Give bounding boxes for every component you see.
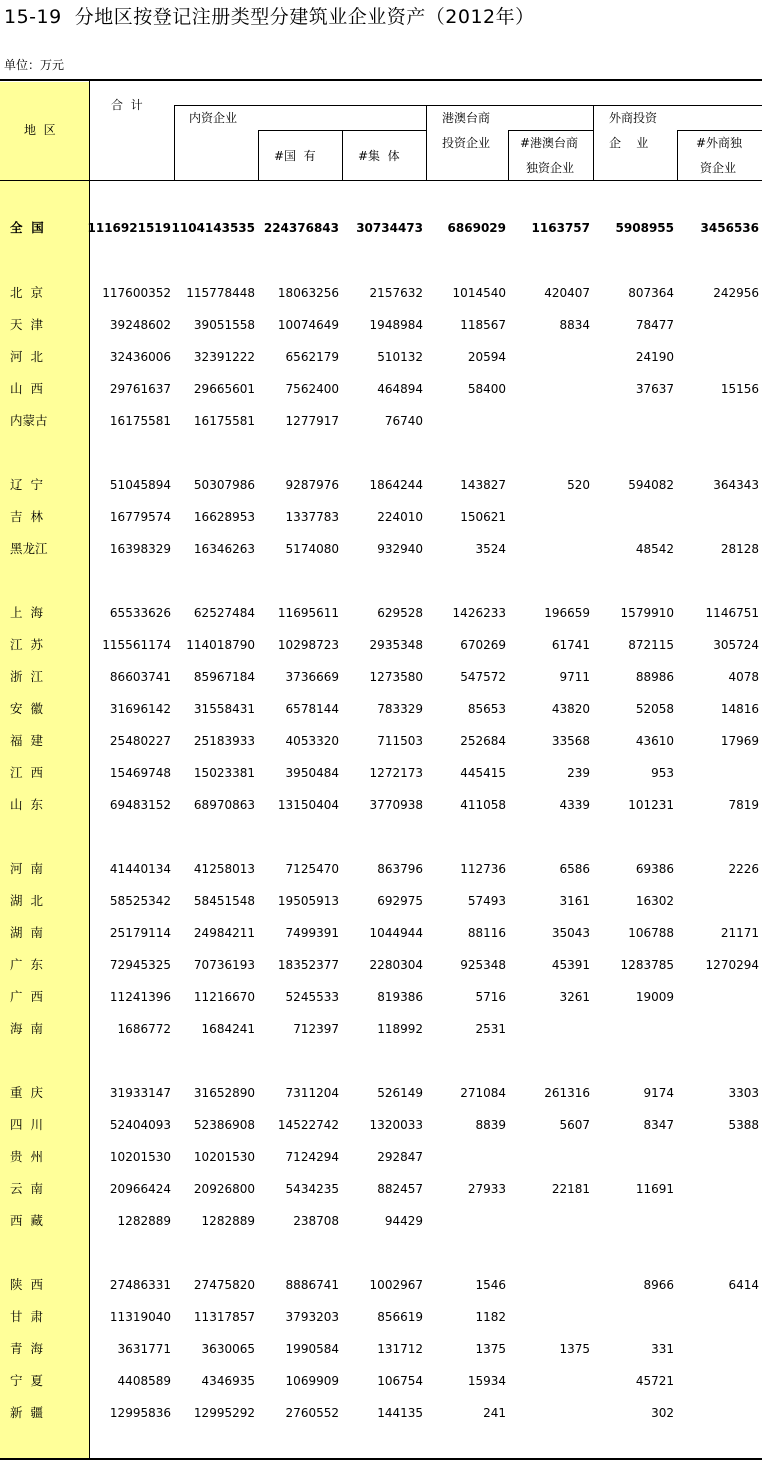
table-cell: 1283785 [620,958,674,972]
table-cell: 143827 [460,478,506,492]
header-foreign-line2: 企 业 [609,136,649,150]
header-hkmt-line1: 港澳台商 [442,111,491,125]
table-cell: 11319040 [109,1310,171,1324]
table-cell: 7125470 [285,862,339,876]
table-cell: 547572 [460,670,506,684]
table-cell: 1375 [559,1342,590,1356]
row-region-name: 河 北 [10,349,43,364]
table-cell: 4053320 [285,734,339,748]
table-cell: 3736669 [285,670,339,684]
table-cell: 238708 [293,1214,339,1228]
header-col-rule [426,105,427,181]
row-region-name: 吉 林 [10,509,43,524]
header-rule-upper [174,105,762,106]
table-cell: 11241396 [109,990,171,1004]
table-cell: 2760552 [285,1406,339,1420]
table-cell: 1272173 [369,766,423,780]
header-domestic: 内资企业 [189,111,238,125]
row-region-name: 河 南 [10,861,43,876]
row-region-name: 宁 夏 [10,1373,43,1388]
header-col-rule [174,105,175,181]
header-region: 地 区 [24,123,56,137]
table-cell: 27486331 [109,1278,171,1292]
header-hkmt-sole-line1: #港澳台商 [520,136,579,150]
row-region-name: 陕 西 [10,1277,43,1292]
table-cell: 16175581 [109,414,171,428]
table-cell: 72945325 [109,958,171,972]
table-cell: 7124294 [285,1150,339,1164]
table-cell: 19009 [635,990,674,1004]
table-cell: 61741 [551,638,590,652]
row-region-name: 江 苏 [10,637,43,652]
row-region-name: 云 南 [10,1181,43,1196]
row-region-name: 全 国 [10,220,44,235]
header-col-rule [508,130,509,181]
table-cell: 252684 [460,734,506,748]
table-cell: 24984211 [193,926,255,940]
table-cell: 37637 [635,382,674,396]
table-cell: 819386 [377,990,423,1004]
table-cell: 57493 [467,894,506,908]
table-cell: 11691 [635,1182,674,1196]
table-cell: 7499391 [285,926,339,940]
table-cell: 52404093 [109,1118,171,1132]
table-cell: 18063256 [277,286,339,300]
table-cell: 16302 [635,894,674,908]
table-cell: 15156 [720,382,759,396]
table-cell: 1014540 [452,286,506,300]
table-cell: 196659 [544,606,590,620]
table-cell: 1273580 [369,670,423,684]
header-rule-hkmt [508,130,593,131]
table-cell: 32436006 [109,350,171,364]
table-cell: 1426233 [452,606,506,620]
table-cell: 1375 [475,1342,506,1356]
header-rule-domestic [258,130,426,131]
row-region-name: 山 西 [10,381,43,396]
table-cell: 594082 [628,478,674,492]
table-cell: 21171 [720,926,759,940]
table-cell: 8834 [559,318,590,332]
row-region-name: 新 疆 [10,1405,43,1420]
header-rule-foreign [677,130,762,131]
row-region-name: 湖 南 [10,925,43,940]
table-cell: 10201530 [193,1150,255,1164]
table-cell: 9287976 [285,478,339,492]
header-collective: #集 体 [358,149,400,163]
table-cell: 78477 [635,318,674,332]
table-cell: 302 [651,1406,674,1420]
table-cell: 1270294 [705,958,759,972]
table-cell: 807364 [628,286,674,300]
table-cell: 520 [567,478,590,492]
table-cell: 1182 [475,1310,506,1324]
table-cell: 1546 [475,1278,506,1292]
table-cell: 39051558 [193,318,255,332]
header-col-rule [593,105,594,181]
table-cell: 14522742 [277,1118,339,1132]
table-cell: 5174080 [285,542,339,556]
table-cell: 20966424 [109,1182,171,1196]
unit-label: 单位：万元 [4,58,65,72]
table-cell: 19505913 [277,894,339,908]
table-cell: 4339 [559,798,590,812]
table-cell: 31652890 [193,1086,255,1100]
table-cell: 1277917 [285,414,339,428]
table-cell: 43820 [551,702,590,716]
table-cell: 4078 [728,670,759,684]
table-cell: 7819 [728,798,759,812]
table-bottom-rule [0,1458,762,1460]
table-cell: 43610 [635,734,674,748]
row-region-name: 福 建 [10,733,43,748]
table-cell: 58400 [467,382,506,396]
table-cell: 16175581 [193,414,255,428]
table-cell: 31696142 [109,702,171,716]
header-total: 合 计 [111,98,143,112]
table-cell: 117600352 [102,286,171,300]
table-cell: 261316 [544,1086,590,1100]
table-cell: 16628953 [193,510,255,524]
header-hkmt-sole-line2: 独资企业 [526,161,575,175]
table-cell: 150621 [460,510,506,524]
table-cell: 25183933 [193,734,255,748]
page-title: 15-19 分地区按登记注册类型分建筑业企业资产（2012年） [4,6,535,28]
table-cell: 5908955 [615,221,674,235]
table-cell: 3261 [559,990,590,1004]
table-cell: 1146751 [705,606,759,620]
table-cell: 953 [651,766,674,780]
table-cell: 9711 [559,670,590,684]
table-cell: 118567 [460,318,506,332]
table-cell: 1579910 [620,606,674,620]
table-cell: 31933147 [109,1086,171,1100]
row-region-name: 内蒙古 [10,413,48,428]
table-cell: 131712 [377,1342,423,1356]
table-cell: 1864244 [369,478,423,492]
table-cell: 872115 [628,638,674,652]
table-cell: 364343 [713,478,759,492]
header-foreign-line1: 外商投资 [609,111,658,125]
header-hkmt-line2: 投资企业 [442,136,491,150]
table-cell: 58451548 [193,894,255,908]
table-cell: 29761637 [109,382,171,396]
row-region-name: 广 西 [10,989,43,1004]
table-cell: 114018790 [186,638,255,652]
row-region-name: 四 川 [10,1117,43,1132]
row-region-name: 江 西 [10,765,43,780]
table-cell: 241 [483,1406,506,1420]
row-region-name: 湖 北 [10,893,43,908]
table-cell: 863796 [377,862,423,876]
table-cell: 1948984 [369,318,423,332]
table-cell: 1069909 [285,1374,339,1388]
table-cell: 14816 [720,702,759,716]
table-cell: 24190 [635,350,674,364]
row-region-name: 天 津 [10,317,43,332]
table-cell: 712397 [293,1022,339,1036]
table-cell: 3770938 [369,798,423,812]
table-cell: 692975 [377,894,423,908]
table-cell: 6562179 [285,350,339,364]
table-cell: 305724 [713,638,759,652]
table-cell: 22181 [551,1182,590,1196]
table-cell: 1282889 [117,1214,171,1228]
row-region-name: 北 京 [10,285,43,300]
table-cell: 10298723 [277,638,339,652]
table-cell: 3303 [728,1086,759,1100]
table-cell: 29665601 [193,382,255,396]
header-col-rule [258,130,259,181]
table-cell: 3161 [559,894,590,908]
table-cell: 8347 [643,1118,674,1132]
table-cell: 31558431 [193,702,255,716]
table-cell: 239 [567,766,590,780]
table-cell: 45721 [635,1374,674,1388]
table-cell: 2935348 [369,638,423,652]
row-region-name: 上 海 [10,605,43,620]
row-region-name: 辽 宁 [10,477,43,492]
table-cell: 3630065 [201,1342,255,1356]
region-column-rule [89,81,90,1459]
table-cell: 27475820 [193,1278,255,1292]
table-cell: 1282889 [201,1214,255,1228]
table-cell: 1337783 [285,510,339,524]
table-cell: 94429 [384,1214,423,1228]
table-cell: 224010 [377,510,423,524]
header-state: #国 有 [274,149,316,163]
table-cell: 3456536 [700,221,759,235]
table-cell: 115778448 [186,286,255,300]
table-cell: 115561174 [102,638,171,652]
table-cell: 70736193 [193,958,255,972]
table-cell: 5607 [559,1118,590,1132]
table-cell: 101231 [628,798,674,812]
table-cell: 3793203 [285,1310,339,1324]
table-cell: 526149 [377,1086,423,1100]
table-cell: 5434235 [285,1182,339,1196]
table-cell: 1002967 [369,1278,423,1292]
row-region-name: 贵 州 [10,1149,43,1164]
table-cell: 1116921519 [87,221,171,235]
table-cell: 69483152 [109,798,171,812]
table-cell: 3524 [475,542,506,556]
table-cell: 224376843 [263,221,339,235]
table-cell: 39248602 [109,318,171,332]
table-cell: 7311204 [285,1086,339,1100]
table-cell: 711503 [377,734,423,748]
table-cell: 85653 [467,702,506,716]
table-cell: 20926800 [193,1182,255,1196]
table-cell: 25179114 [109,926,171,940]
row-region-name: 青 海 [10,1341,43,1356]
table-cell: 88116 [467,926,506,940]
row-region-name: 山 东 [10,797,43,812]
table-cell: 88986 [635,670,674,684]
table-cell: 856619 [377,1310,423,1324]
table-cell: 271084 [460,1086,506,1100]
table-cell: 1320033 [369,1118,423,1132]
table-cell: 32391222 [193,350,255,364]
table-top-rule [0,79,762,81]
table-cell: 7562400 [285,382,339,396]
table-cell: 25480227 [109,734,171,748]
table-cell: 41258013 [193,862,255,876]
table-cell: 33568 [551,734,590,748]
table-cell: 52386908 [193,1118,255,1132]
table-cell: 4346935 [201,1374,255,1388]
table-cell: 4408589 [117,1374,171,1388]
table-cell: 510132 [377,350,423,364]
table-cell: 1044944 [369,926,423,940]
table-cell: 86603741 [109,670,171,684]
table-cell: 6586 [559,862,590,876]
table-cell: 932940 [377,542,423,556]
table-cell: 27933 [467,1182,506,1196]
header-foreign-sole-line1: #外商独 [696,136,743,150]
row-region-name: 安 徽 [10,701,43,716]
row-region-name: 重 庆 [10,1085,43,1100]
table-cell: 2226 [728,862,759,876]
table-cell: 5245533 [285,990,339,1004]
table-cell: 8886741 [285,1278,339,1292]
row-region-name: 西 藏 [10,1213,43,1228]
header-col-rule [342,130,343,181]
table-cell: 20594 [467,350,506,364]
table-cell: 76740 [384,414,423,428]
table-cell: 28128 [720,542,759,556]
table-cell: 12995292 [193,1406,255,1420]
table-cell: 68970863 [193,798,255,812]
row-region-name: 甘 肃 [10,1309,43,1324]
row-region-name: 浙 江 [10,669,43,684]
table-cell: 112736 [460,862,506,876]
header-col-rule [677,130,678,181]
table-cell: 15023381 [193,766,255,780]
table-cell: 242956 [713,286,759,300]
table-cell: 106754 [377,1374,423,1388]
table-cell: 1163757 [531,221,590,235]
table-cell: 1990584 [285,1342,339,1356]
table-cell: 8839 [475,1118,506,1132]
table-cell: 41440134 [109,862,171,876]
table-cell: 51045894 [109,478,171,492]
table-cell: 10074649 [277,318,339,332]
row-region-name: 海 南 [10,1021,43,1036]
table-cell: 464894 [377,382,423,396]
table-cell: 65533626 [109,606,171,620]
table-cell: 144135 [377,1406,423,1420]
table-cell: 106788 [628,926,674,940]
table-cell: 45391 [551,958,590,972]
table-cell: 445415 [460,766,506,780]
table-cell: 3950484 [285,766,339,780]
table-cell: 2531 [475,1022,506,1036]
table-cell: 11216670 [193,990,255,1004]
table-cell: 8966 [643,1278,674,1292]
table-cell: 10201530 [109,1150,171,1164]
table-cell: 11695611 [277,606,339,620]
table-cell: 17969 [720,734,759,748]
table-cell: 1686772 [117,1022,171,1036]
table-cell: 1104143535 [171,221,255,235]
table-cell: 3631771 [117,1342,171,1356]
table-cell: 882457 [377,1182,423,1196]
table-cell: 15469748 [109,766,171,780]
row-region-name: 广 东 [10,957,43,972]
table-cell: 118992 [377,1022,423,1036]
table-cell: 6578144 [285,702,339,716]
table-cell: 30734473 [356,221,423,235]
table-cell: 629528 [377,606,423,620]
table-cell: 670269 [460,638,506,652]
table-cell: 411058 [460,798,506,812]
table-cell: 48542 [635,542,674,556]
table-cell: 5716 [475,990,506,1004]
table-cell: 58525342 [109,894,171,908]
table-cell: 6869029 [447,221,506,235]
header-bottom-rule [0,180,762,181]
table-cell: 16398329 [109,542,171,556]
table-cell: 9174 [643,1086,674,1100]
table-cell: 420407 [544,286,590,300]
table-cell: 2157632 [369,286,423,300]
table-cell: 11317857 [193,1310,255,1324]
table-cell: 925348 [460,958,506,972]
row-region-name: 黑龙江 [10,541,48,556]
table-cell: 18352377 [277,958,339,972]
table-cell: 331 [651,1342,674,1356]
table-cell: 16346263 [193,542,255,556]
table-cell: 62527484 [193,606,255,620]
table-cell: 15934 [467,1374,506,1388]
table-cell: 16779574 [109,510,171,524]
table-cell: 85967184 [193,670,255,684]
table-cell: 1684241 [201,1022,255,1036]
table-cell: 5388 [728,1118,759,1132]
header-foreign-sole-line2: 资企业 [700,161,737,175]
table-cell: 69386 [635,862,674,876]
table-cell: 2280304 [369,958,423,972]
table-cell: 292847 [377,1150,423,1164]
table-cell: 783329 [377,702,423,716]
table-cell: 13150404 [277,798,339,812]
table-cell: 12995836 [109,1406,171,1420]
table-cell: 50307986 [193,478,255,492]
table-cell: 52058 [635,702,674,716]
table-cell: 35043 [551,926,590,940]
table-cell: 6414 [728,1278,759,1292]
